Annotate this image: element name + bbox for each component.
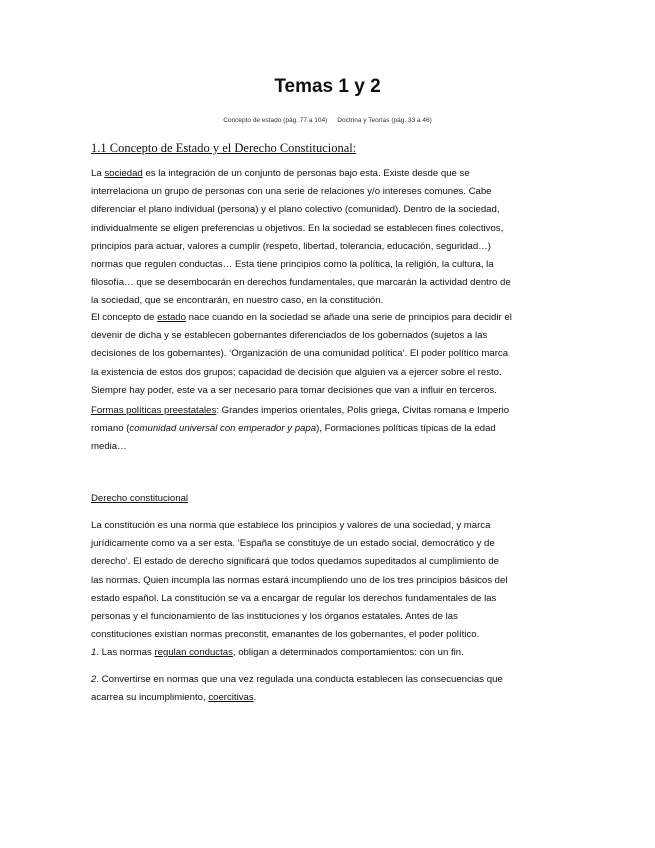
text-line: la existencia de estos dos grupos; capacidad de decisión que alguien va a ejercer sobre el resto. [91, 366, 502, 378]
list-item-2: 2. Convertirse en normas que una vez regulada una conducta establecen las consecuencias que acarrea su incumplimiento, coercitivas. [91, 674, 503, 704]
subheading-derecho-constitucional: Derecho constitucional [91, 493, 189, 504]
paragraph-formas-politicas [91, 402, 539, 457]
text-line: constituciones existían normas preconstit, emanantes de los gobernantes, el poder político. [91, 629, 480, 641]
text-line: Formas políticas preestatales: Grandes imperios orientales, Polis griega, Civitas romana e Imperio [91, 405, 510, 416]
text-line: romano (comunidad universal con emperador y papa), Formaciones políticas típicas de la edad [91, 423, 496, 435]
text-line: La sociedad es la integración de un conjunto de personas bajo esta. Existe desde que se [91, 168, 470, 179]
text-line: la sociedad, que se encontrarán, en nuestro caso, en la constitución. [91, 295, 384, 307]
term-coercitivas: coercitivas [208, 692, 254, 704]
subtitle-references [0, 117, 655, 124]
text-line: media… [91, 441, 127, 453]
term-regulan-conductas: regulan conductas [154, 647, 233, 658]
document-title: Temas 1 y 2 [274, 76, 381, 97]
text-line: La constitución es una norma que establece los principios y valores de una sociedad, y marca [91, 520, 491, 531]
italic-note: comunidad universal con emperador y papa [129, 423, 317, 435]
text-line: individualmente se eligen preferencias u objetivos. En la sociedad se establecen fines colectivos, [91, 222, 504, 234]
subtitle-left: Concepto de estado (pág. 77 a 104) [223, 117, 328, 124]
text-line: jurídicamente como va a ser esta. ‘España se constituye de un estado social, democrático y de [91, 538, 495, 550]
list-item-1: 1. Las normas regulan conductas, obligan a determinados comportamientos: con un fin. [91, 647, 464, 658]
section-heading: 1.1 Concepto de Estado y el Derecho Constitucional: [91, 141, 357, 155]
text-line: derecho’. El estado de derecho significará que todos quedamos supeditados al cumplimiento de [91, 556, 499, 568]
paragraph-estado [91, 309, 571, 400]
text-line: interrelaciona un grupo de personas con una serie de relaciones y/o intereses comunes. Cabe [91, 186, 492, 198]
text-line: normas que regulen conductas… Esta tiene principios como la política, la religión, la cultura, la [91, 259, 494, 271]
text-line: devenir de dicha y se establecen gobernantes diferenciados de los gobernados (sujetos a las [91, 330, 488, 342]
text-line: estado español. La constitución se va a encargar de regular los derechos fundamentales de las [91, 592, 497, 604]
term-formas-politicas: Formas políticas preestatales [91, 405, 217, 416]
paragraph-sociedad [91, 165, 571, 311]
text-line: decisiones de los gobernantes). ‘Organización de una comunidad política’. El poder político marca [91, 348, 509, 360]
text-line: filosofía… que se desembocarán en derechos fundamentales, que marcarán la actividad dentro de [91, 277, 511, 289]
text-line: personas y el funcionamiento de las instituciones y los órganos estatales. Antes de las [91, 611, 458, 623]
item-number: 2 [91, 674, 97, 685]
item-number: 1 [91, 647, 97, 658]
paragraph-constitucion [91, 517, 571, 644]
text-line: diferenciar el plano individual (persona) y el plano colectivo (comunidad). Dentro de la sociedad, [91, 204, 500, 216]
term-sociedad: sociedad [104, 168, 143, 179]
term-estado: estado [157, 312, 186, 323]
text-line: El concepto de estado nace cuando en la sociedad se añade una serie de principios para decidir el [91, 312, 512, 323]
text-line: principios para actuar, valores a cumplir (respeto, libertad, tolerancia, educación, seguridad…) [91, 240, 491, 252]
subtitle-right: Doctrina y Teorías (pág. 33 a 46) [337, 117, 432, 124]
text-line: las normas. Quien incumpla las normas estará incumpliendo uno de los tres principios básicos del [91, 574, 508, 586]
text-line: Siempre hay poder, este va a ser necesario para tomar decisiones que van a influir en terceros. [91, 384, 497, 396]
